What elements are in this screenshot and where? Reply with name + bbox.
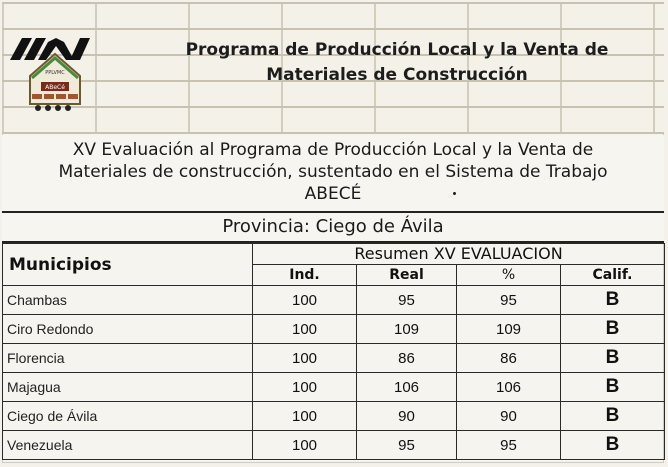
evaluation-title (2, 135, 664, 211)
pct-cell: 90 (457, 402, 561, 431)
real-cell: 90 (357, 402, 457, 431)
ind-cell: 100 (253, 344, 357, 373)
real-cell: 109 (357, 315, 457, 344)
province-heading: Provincia: Ciego de Ávila (2, 213, 664, 243)
ind-cell: 100 (253, 431, 357, 460)
col-header-ind: Ind. (253, 265, 357, 286)
house-logo-icon (8, 32, 103, 112)
logo-badge-text: ABeCé (45, 84, 65, 91)
evaluation-title-line2: Materiales de construcción, sustentado en el Sistema de Trabajo (58, 162, 608, 182)
logo-top-text: PPLVMC (45, 70, 65, 76)
col-header-pct: % (457, 265, 561, 286)
table-row (3, 344, 665, 373)
calif-cell: B (561, 402, 665, 431)
municipio-cell: Ciro Redondo (3, 315, 253, 344)
table-row (3, 286, 665, 315)
program-title-line1: Programa de Producción Local y la Venta de (185, 40, 609, 60)
evaluation-title-line3: ABECÉ (304, 184, 362, 204)
program-title (142, 38, 652, 88)
header-banner (2, 2, 664, 134)
pct-cell: 106 (457, 373, 561, 402)
program-title-line2: Materiales de Construcción (266, 65, 528, 85)
pct-cell: 86 (457, 344, 561, 373)
table-row (3, 402, 665, 431)
table-row (3, 315, 665, 344)
calif-cell: B (561, 315, 665, 344)
calif-cell: B (561, 344, 665, 373)
municipio-cell: Florencia (3, 344, 253, 373)
ind-cell: 100 (253, 373, 357, 402)
municipios-header: Municipios (3, 244, 253, 286)
results-table-section (2, 211, 664, 465)
stray-dot (453, 192, 456, 195)
real-cell: 95 (357, 286, 457, 315)
municipio-cell: Chambas (3, 286, 253, 315)
real-cell: 95 (357, 431, 457, 460)
ind-cell: 100 (253, 315, 357, 344)
municipio-cell: Majagua (3, 373, 253, 402)
pct-cell: 95 (457, 431, 561, 460)
calif-cell: B (561, 286, 665, 315)
municipio-cell: Ciego de Ávila (3, 402, 253, 431)
table-row (3, 431, 665, 460)
ind-cell: 100 (253, 286, 357, 315)
ind-cell: 100 (253, 402, 357, 431)
col-header-real: Real (357, 265, 457, 286)
table-row (3, 373, 665, 402)
calif-cell: B (561, 431, 665, 460)
results-table (2, 243, 665, 460)
pct-cell: 109 (457, 315, 561, 344)
calif-cell: B (561, 373, 665, 402)
col-header-calif: Calif. (561, 265, 665, 286)
real-cell: 86 (357, 344, 457, 373)
municipio-cell: Venezuela (3, 431, 253, 460)
resumen-header: Resumen XV EVALUACION (253, 244, 665, 265)
evaluation-title-line1: XV Evaluación al Programa de Producción Local y la Venta de (72, 140, 594, 160)
pct-cell: 95 (457, 286, 561, 315)
real-cell: 106 (357, 373, 457, 402)
